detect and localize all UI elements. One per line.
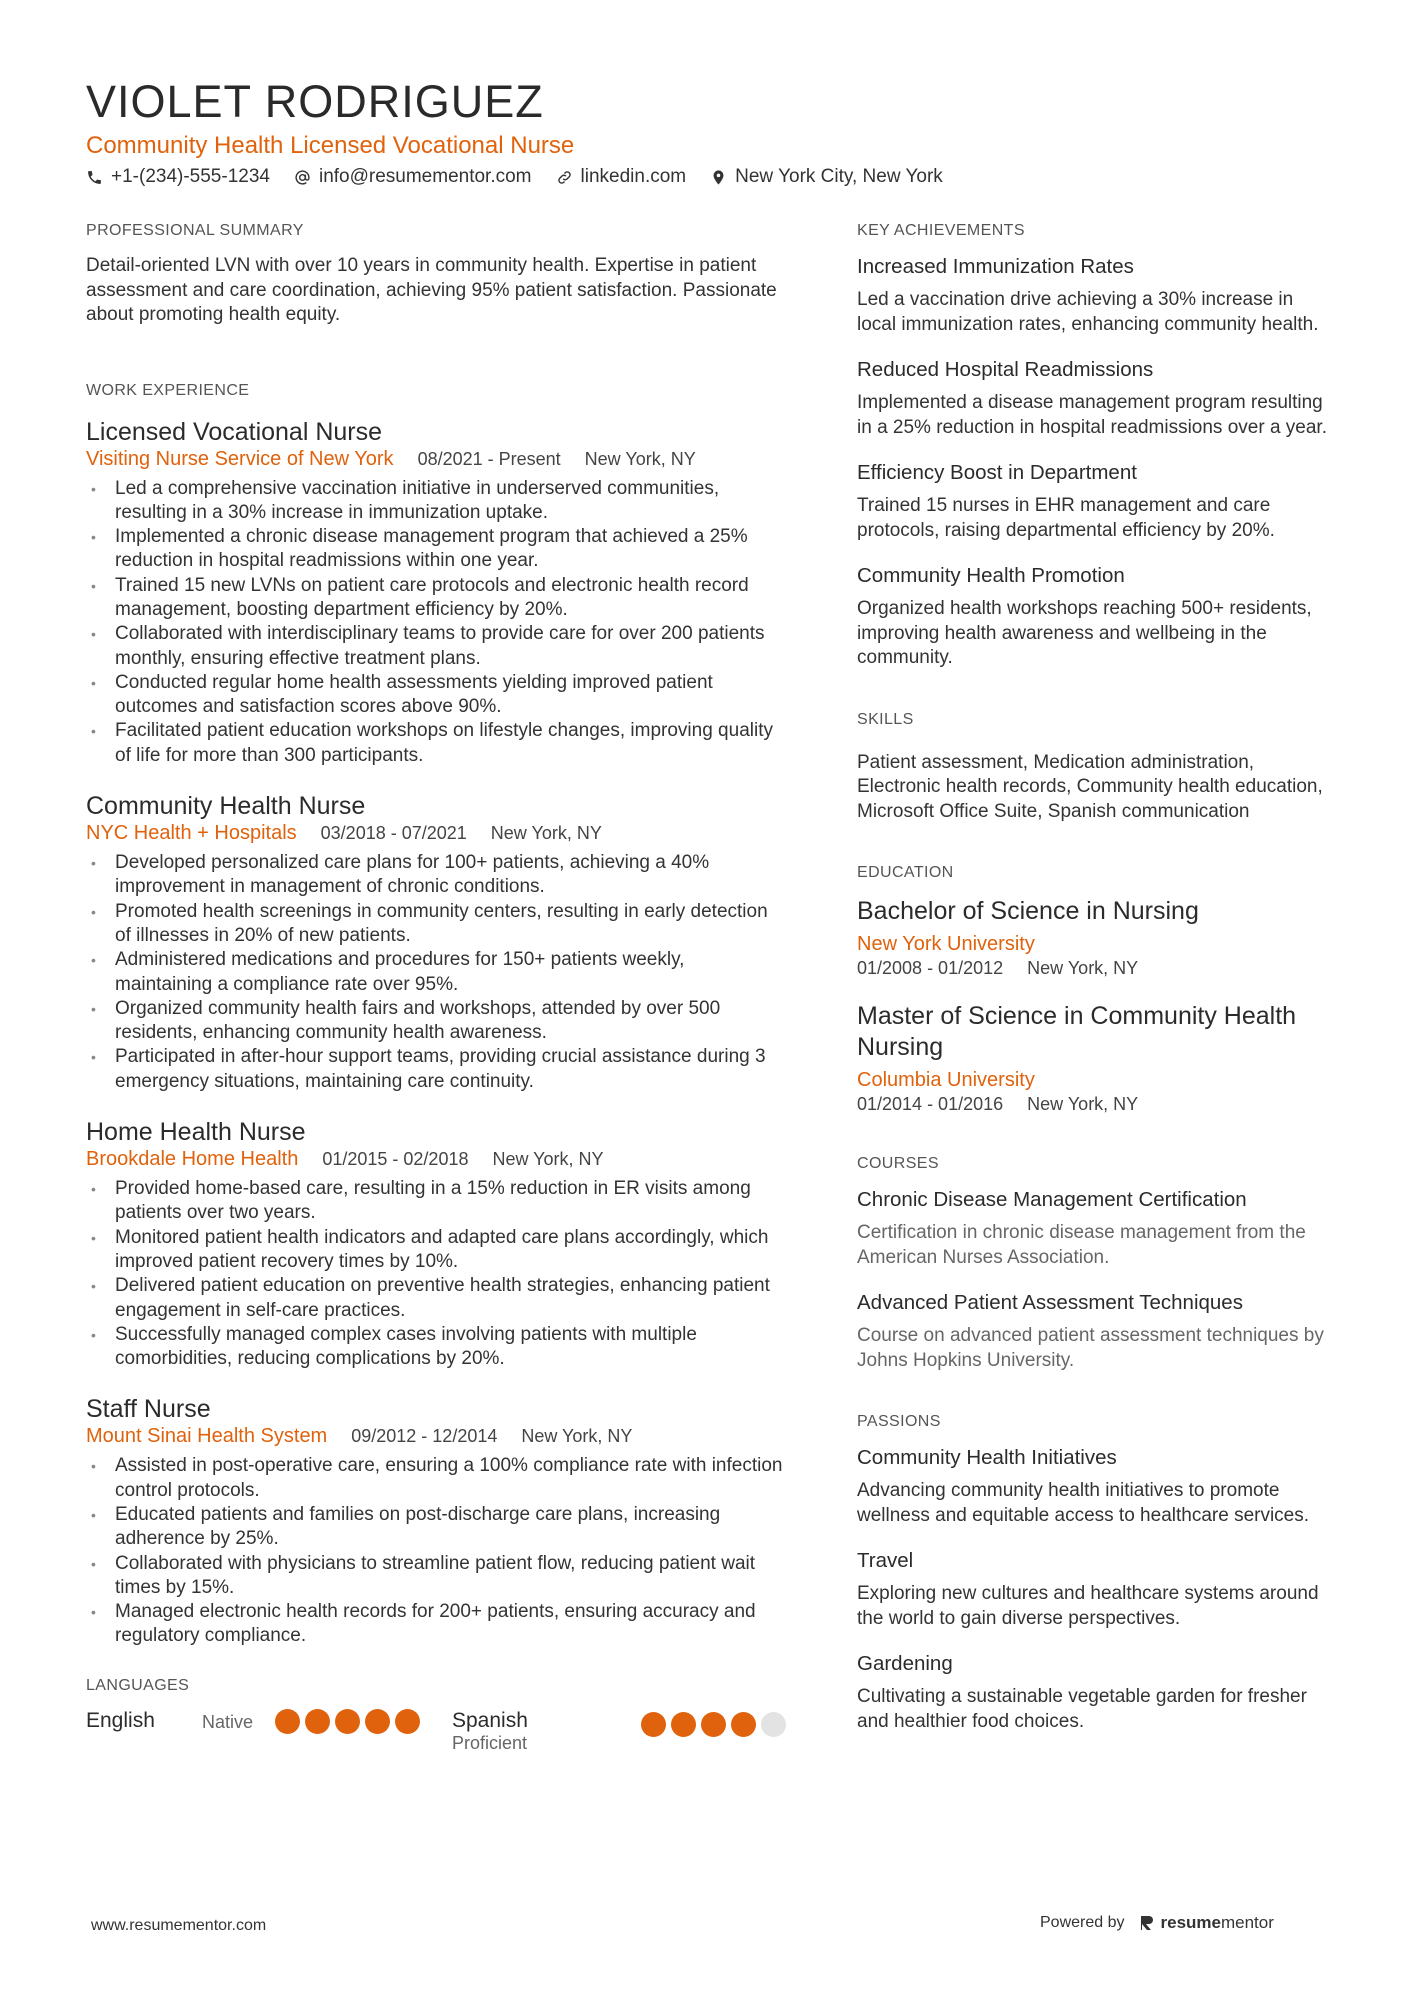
course-item bbox=[857, 1290, 1337, 1373]
section-heading: LANGUAGES bbox=[86, 1676, 190, 1694]
section-heading: EDUCATION bbox=[857, 864, 954, 881]
language-name: English bbox=[86, 1708, 155, 1732]
passion-title: Gardening bbox=[857, 1652, 953, 1675]
rating-dot-filled bbox=[365, 1709, 390, 1734]
list-item: • Trained 15 new LVNs on patient care protocols and electronic health record management, boosting department efficiency by 20%. bbox=[86, 574, 786, 623]
list-item: • Led a comprehensive vaccination initiative in underserved communities, resulting in a 30% increase in immunization uptake. bbox=[86, 477, 786, 526]
rating-dot-filled bbox=[701, 1712, 726, 1737]
rating-dot-filled bbox=[641, 1712, 666, 1737]
phone-icon bbox=[86, 169, 103, 186]
job-company: NYC Health + Hospitals bbox=[86, 822, 297, 845]
experience-section bbox=[86, 382, 786, 1649]
location-pin-icon bbox=[710, 169, 727, 186]
job-title: Licensed Vocational Nurse bbox=[86, 417, 383, 446]
education-item bbox=[857, 896, 1337, 979]
brand-name bbox=[1161, 1913, 1274, 1933]
education-location: New York, NY bbox=[1027, 1094, 1139, 1114]
brand-logo[interactable] bbox=[1139, 1913, 1274, 1933]
linkedin-text: linkedin.com bbox=[580, 166, 687, 187]
course-item bbox=[857, 1187, 1337, 1270]
course-text: Course on advanced patient assessment techniques by Johns Hopkins University. bbox=[857, 1325, 1324, 1371]
languages-section bbox=[86, 1677, 786, 1754]
list-item: • Assisted in post-operative care, ensuring a 100% compliance rate with infection control protocols. bbox=[86, 1454, 786, 1503]
job-title-headline: Community Health Licensed Vocational Nurse bbox=[86, 132, 575, 159]
job-dates: 08/2021 - Present bbox=[417, 448, 561, 469]
right-column bbox=[857, 222, 1337, 1774]
achievements-section bbox=[857, 222, 1337, 671]
education-degree: Bachelor of Science in Nursing bbox=[857, 897, 1199, 925]
passion-item bbox=[857, 1548, 1337, 1631]
languages-row bbox=[86, 1709, 786, 1754]
language-item-english bbox=[86, 1709, 452, 1734]
job-title: Community Health Nurse bbox=[86, 792, 366, 821]
passion-item bbox=[857, 1651, 1337, 1734]
passions-section bbox=[857, 1413, 1337, 1734]
job-location: New York, NY bbox=[492, 1149, 604, 1170]
resumementor-logo-icon bbox=[1139, 1914, 1155, 1932]
footer-branding bbox=[1040, 1913, 1274, 1933]
rating-dot-filled bbox=[275, 1709, 300, 1734]
job-bullets bbox=[86, 851, 786, 1094]
phone-text: +1-(234)-555-1234 bbox=[111, 166, 270, 187]
list-item: • Successfully managed complex cases involving patients with multiple comorbidities, reducing complications by 20%. bbox=[86, 1323, 786, 1372]
job-meta bbox=[86, 448, 786, 471]
education-section bbox=[857, 864, 1337, 1115]
job-dates: 01/2015 - 02/2018 bbox=[322, 1149, 469, 1170]
education-degree: Master of Science in Community Health Nursing bbox=[857, 1002, 1297, 1061]
job-entry bbox=[86, 790, 786, 1094]
list-item: • Collaborated with interdisciplinary teams to provide care for over 200 patients monthly, ensuring effective treatment plans. bbox=[86, 622, 786, 671]
list-item: • Collaborated with physicians to streamline patient flow, reducing patient wait times by 15%. bbox=[86, 1552, 786, 1601]
contact-bar bbox=[86, 166, 943, 188]
passion-text: Advancing community health initiatives to promote wellness and equitable access to healthcare services. bbox=[857, 1480, 1310, 1526]
job-location: New York, NY bbox=[490, 823, 602, 844]
list-item: • Provided home-based care, resulting in a 15% reduction in ER visits among patients over two years. bbox=[86, 1177, 786, 1226]
education-school: Columbia University bbox=[857, 1069, 1035, 1091]
list-item: • Managed electronic health records for 200+ patients, ensuring accuracy and regulatory compliance. bbox=[86, 1600, 786, 1649]
list-item: • Organized community health fairs and workshops, attended by over 500 residents, enhancing community health awareness. bbox=[86, 997, 786, 1046]
achievement-item bbox=[857, 563, 1337, 671]
education-meta bbox=[857, 958, 1337, 979]
achievement-title: Community Health Promotion bbox=[857, 564, 1125, 587]
language-level: Proficient bbox=[452, 1732, 528, 1753]
contact-location bbox=[710, 166, 943, 188]
section-heading: SKILLS bbox=[857, 710, 914, 728]
section-heading: COURSES bbox=[857, 1155, 939, 1172]
language-label-group bbox=[452, 1709, 641, 1754]
education-location: New York, NY bbox=[1027, 958, 1139, 978]
location-text: New York City, New York bbox=[735, 166, 943, 187]
passion-item bbox=[857, 1445, 1337, 1528]
passion-title: Travel bbox=[857, 1549, 914, 1572]
achievement-item bbox=[857, 460, 1337, 543]
achievement-item bbox=[857, 357, 1337, 440]
job-company: Mount Sinai Health System bbox=[86, 1425, 328, 1448]
passion-text: Cultivating a sustainable vegetable garden for fresher and healthier food choices. bbox=[857, 1686, 1307, 1732]
list-item: • Administered medications and procedures for 150+ patients weekly, maintaining a compliance rate over 95%. bbox=[86, 948, 786, 997]
courses-section bbox=[857, 1155, 1337, 1373]
job-company: Brookdale Home Health bbox=[86, 1148, 299, 1171]
achievement-item bbox=[857, 254, 1337, 337]
footer-website[interactable]: www.resumementor.com bbox=[91, 1917, 267, 1934]
job-location: New York, NY bbox=[584, 448, 696, 469]
rating-dot-filled bbox=[395, 1709, 420, 1734]
job-bullets bbox=[86, 477, 786, 769]
education-item bbox=[857, 1001, 1337, 1115]
job-meta bbox=[86, 1148, 786, 1171]
job-meta bbox=[86, 822, 786, 845]
contact-phone[interactable] bbox=[86, 166, 270, 188]
powered-by-text: Powered by bbox=[1040, 1914, 1125, 1931]
achievement-title: Reduced Hospital Readmissions bbox=[857, 358, 1154, 381]
education-school: New York University bbox=[857, 933, 1035, 955]
section-heading: PROFESSIONAL SUMMARY bbox=[86, 222, 304, 239]
rating-dot-filled bbox=[671, 1712, 696, 1737]
job-dates: 03/2018 - 07/2021 bbox=[320, 823, 467, 844]
language-rating bbox=[275, 1709, 420, 1734]
list-item: • Promoted health screenings in community centers, resulting in early detection of illnesses in 20% of new patients. bbox=[86, 900, 786, 949]
passion-text: Exploring new cultures and healthcare systems around the world to gain diverse perspectives. bbox=[857, 1583, 1319, 1629]
link-icon bbox=[556, 169, 573, 186]
contact-email[interactable] bbox=[294, 166, 532, 188]
section-heading: PASSIONS bbox=[857, 1413, 941, 1430]
job-entry bbox=[86, 1116, 786, 1371]
achievement-text: Led a vaccination drive achieving a 30% increase in local immunization rates, enhancing community health. bbox=[857, 289, 1319, 335]
course-title: Chronic Disease Management Certification bbox=[857, 1188, 1247, 1211]
achievement-text: Trained 15 nurses in EHR management and care protocols, raising departmental efficiency by 20%. bbox=[857, 495, 1275, 541]
job-meta bbox=[86, 1425, 786, 1448]
list-item: • Educated patients and families on post-discharge care plans, increasing adherence by 25%. bbox=[86, 1503, 786, 1552]
list-item: • Facilitated patient education workshops on lifestyle changes, improving quality of life for more than 300 participants. bbox=[86, 719, 786, 768]
achievement-title: Efficiency Boost in Department bbox=[857, 461, 1137, 484]
list-item: • Delivered patient education on preventive health strategies, enhancing patient engagement in self-care practices. bbox=[86, 1274, 786, 1323]
education-dates: 01/2008 - 01/2012 bbox=[857, 958, 1004, 978]
email-text: info@resumementor.com bbox=[318, 166, 532, 187]
language-item-spanish bbox=[452, 1709, 786, 1754]
skills-text: Patient assessment, Medication administration, Electronic health records, Community health education, Microsoft Office Suite, Spanish communication bbox=[857, 751, 1323, 822]
summary-text: Detail-oriented LVN with over 10 years in community health. Expertise in patient assessment and care coordination, achieving 95% patient satisfaction. Passionate about promoting health equity. bbox=[86, 255, 777, 325]
rating-dot-filled bbox=[731, 1712, 756, 1737]
rating-dot-filled bbox=[305, 1709, 330, 1734]
list-item: • Monitored patient health indicators and adapted care plans accordingly, which improved patient recovery times by 10%. bbox=[86, 1226, 786, 1275]
list-item: • Participated in after-hour support teams, providing crucial assistance during 3 emergency situations, maintaining care continuity. bbox=[86, 1045, 786, 1094]
rating-dot-filled bbox=[335, 1709, 360, 1734]
job-title: Home Health Nurse bbox=[86, 1118, 306, 1147]
passion-title: Community Health Initiatives bbox=[857, 1446, 1117, 1469]
list-item: • Developed personalized care plans for 100+ patients, achieving a 40% improvement in management of chronic conditions. bbox=[86, 851, 786, 900]
left-column bbox=[86, 222, 786, 1754]
list-item: • Conducted regular home health assessments yielding improved patient outcomes and satisfaction scores above 90%. bbox=[86, 671, 786, 720]
job-company: Visiting Nurse Service of New York bbox=[86, 447, 394, 470]
education-dates: 01/2014 - 01/2016 bbox=[857, 1094, 1004, 1114]
job-bullets bbox=[86, 1454, 786, 1648]
achievement-text: Implemented a disease management program resulting in a 25% reduction in hospital readmissions over a year. bbox=[857, 392, 1327, 438]
summary-section bbox=[86, 222, 786, 328]
at-icon bbox=[294, 169, 311, 186]
section-heading: KEY ACHIEVEMENTS bbox=[857, 222, 1025, 239]
skills-section bbox=[857, 711, 1337, 825]
section-heading: WORK EXPERIENCE bbox=[86, 381, 250, 399]
language-level: Native bbox=[202, 1711, 254, 1732]
job-dates: 09/2012 - 12/2014 bbox=[351, 1426, 498, 1447]
job-location: New York, NY bbox=[521, 1426, 633, 1447]
rating-dot-empty bbox=[761, 1712, 786, 1737]
job-title: Staff Nurse bbox=[86, 1395, 211, 1424]
achievement-text: Organized health workshops reaching 500+ residents, improving health awareness and wellbeing in the community. bbox=[857, 598, 1312, 668]
education-meta bbox=[857, 1094, 1337, 1115]
course-text: Certification in chronic disease management from the American Nurses Association. bbox=[857, 1222, 1306, 1268]
candidate-name: VIOLET RODRIGUEZ bbox=[86, 76, 544, 127]
brand-rest: mentor bbox=[1220, 1913, 1274, 1932]
brand-bold: resume bbox=[1160, 1913, 1221, 1932]
course-title: Advanced Patient Assessment Techniques bbox=[857, 1291, 1243, 1314]
job-entry bbox=[86, 416, 786, 769]
contact-linkedin[interactable] bbox=[556, 166, 687, 188]
language-name: Spanish bbox=[452, 1708, 528, 1732]
job-bullets bbox=[86, 1177, 786, 1371]
job-entry bbox=[86, 1393, 786, 1648]
list-item: • Implemented a chronic disease management program that achieved a 25% reduction in hospital readmissions within one year. bbox=[86, 525, 786, 574]
achievement-title: Increased Immunization Rates bbox=[857, 255, 1134, 278]
language-rating bbox=[641, 1712, 786, 1737]
